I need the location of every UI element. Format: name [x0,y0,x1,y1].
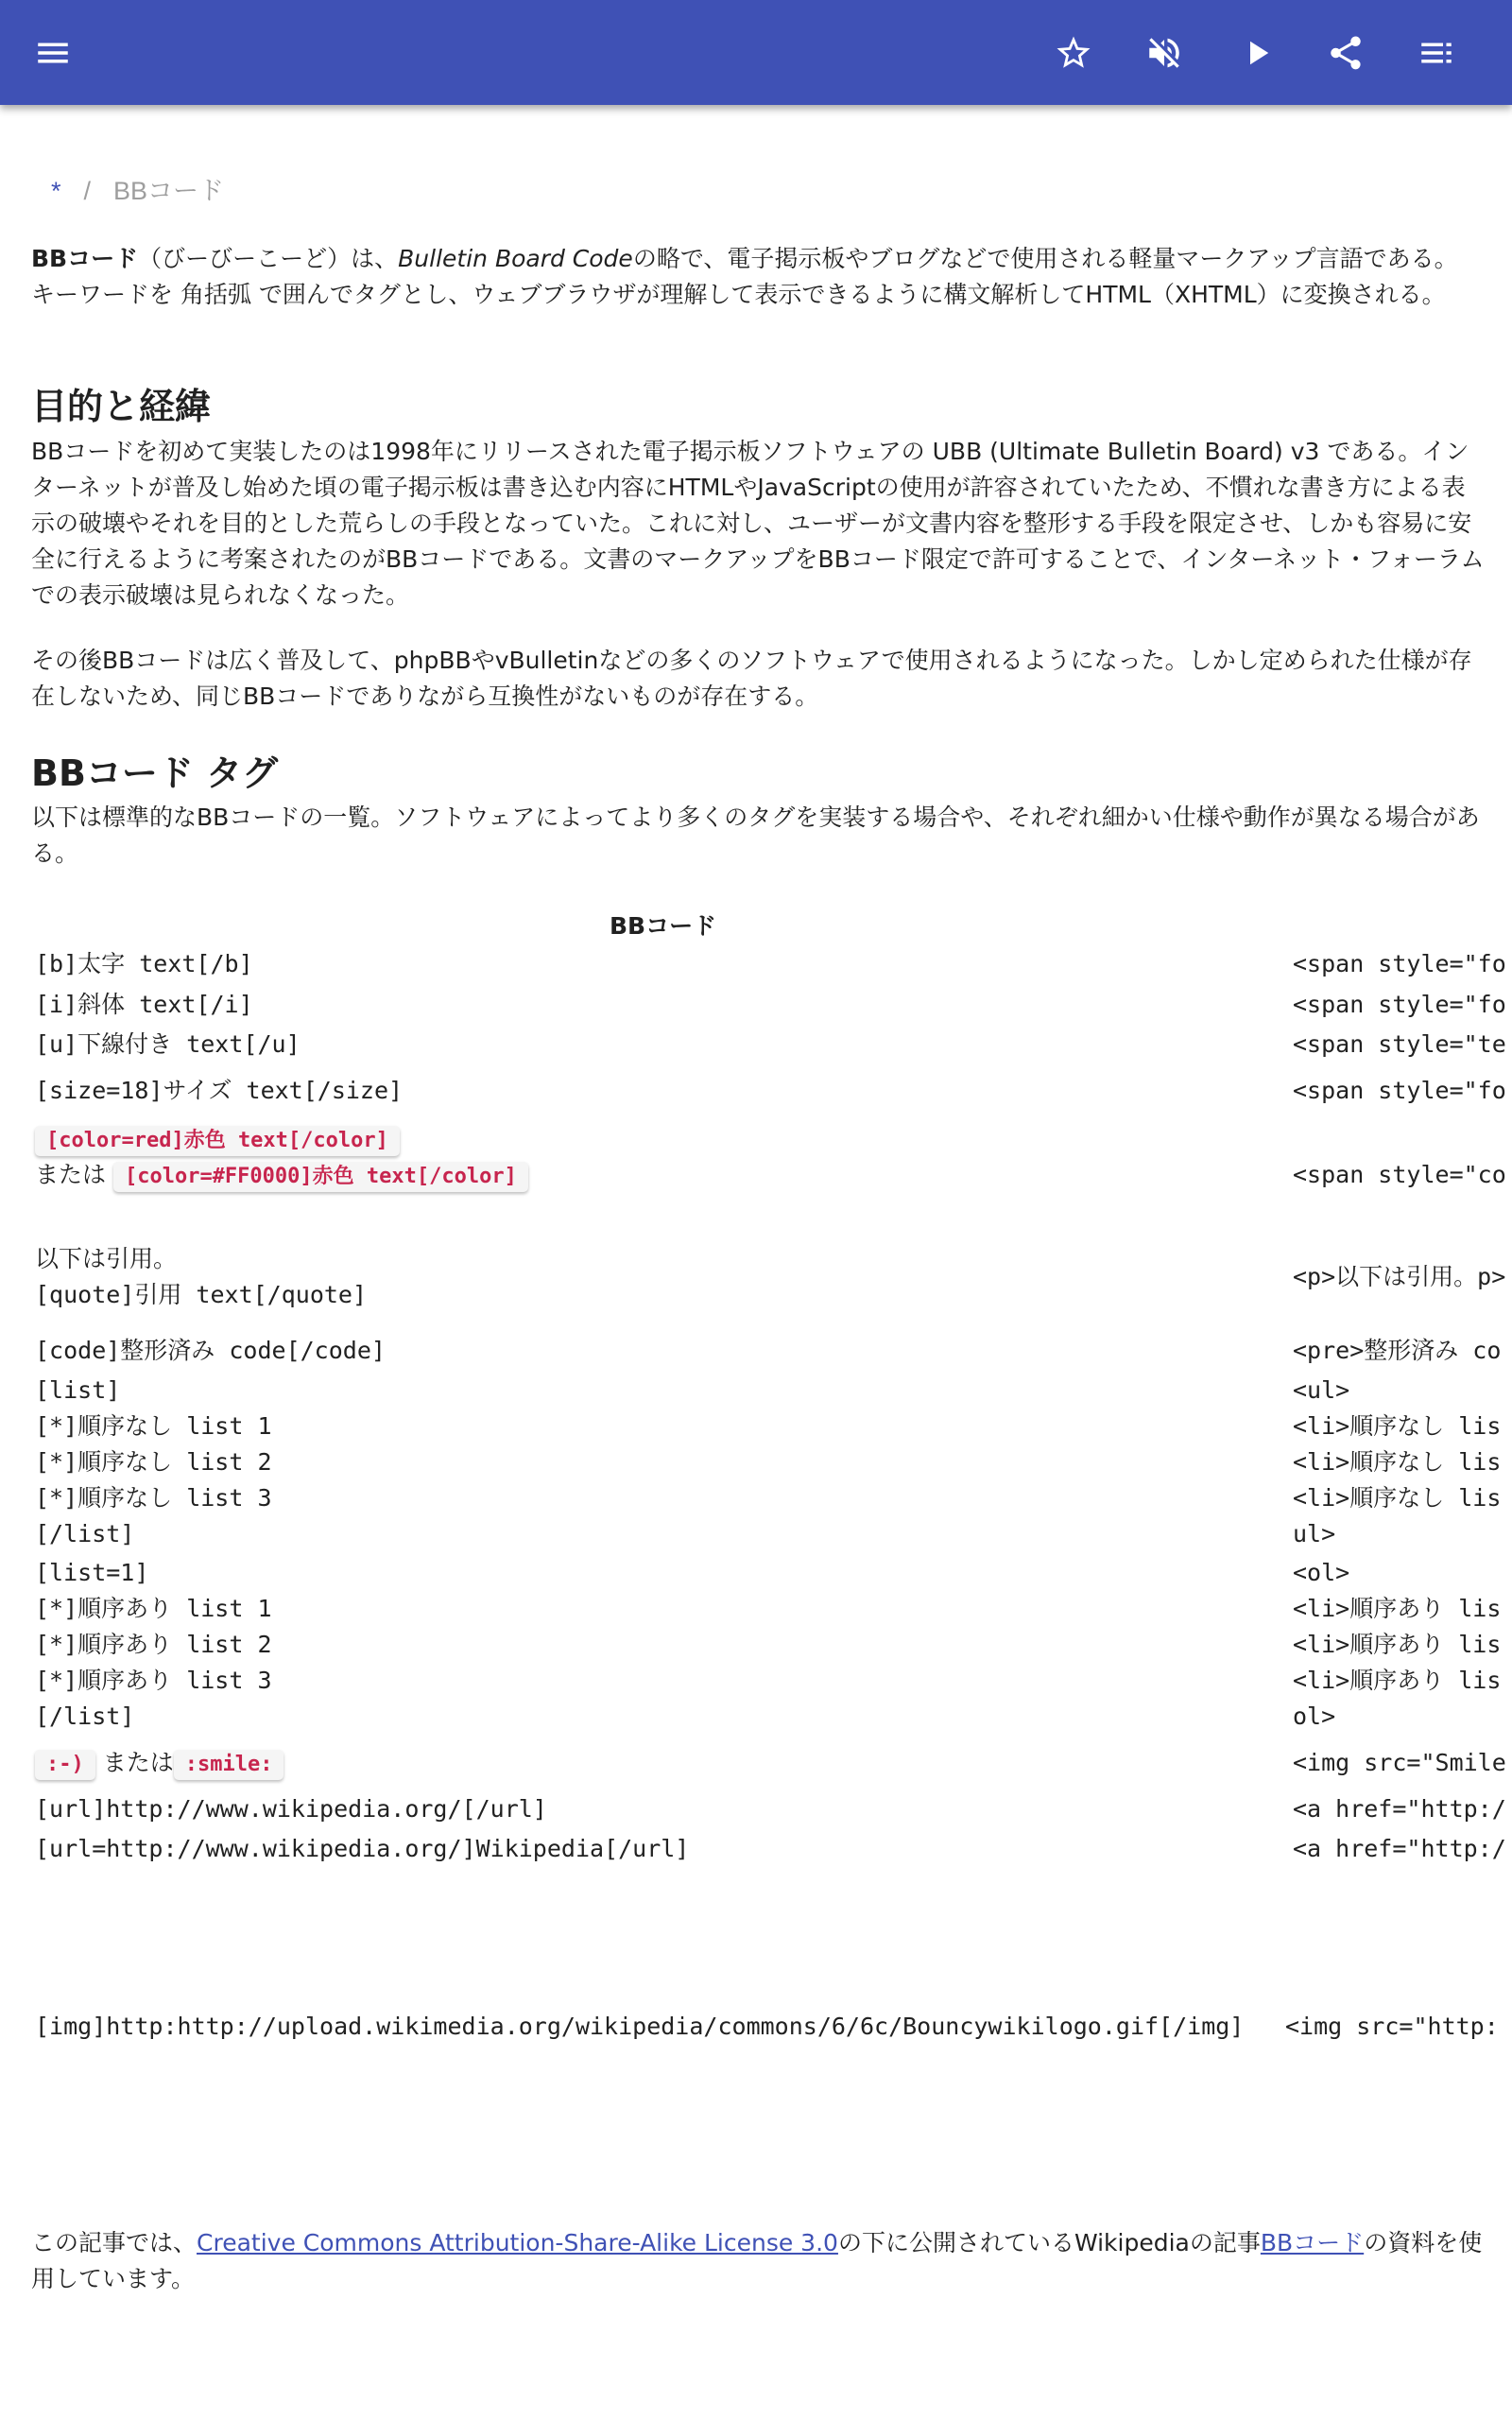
section-heading: 目的と経緯 [31,386,212,427]
history-paragraph: BBコードを初めて実装したのは1998年にリリースされた電子掲示板ソフトウェアの UBB (Ultimate Bulletin Board) v3 である。インターネットが普及し始めた頃の電子掲示板は書き込む内容にHTMLやJavaScriptの使用が許容されていたため、不慣れな書き方による表示の破壊やそれを目的とした荒らしの手段となっていた。これに対し、ユーザーが文書内容を整形する手段を限定させ、しかも容易に安全に行えるように考案されたのがBBコードである。文書のマークアップをBBコード限定で許可することで、インターネット・フォーラムでの表示破壊は見られなくなった。 [31,438,1485,609]
table-cell-html: <li>順序あり lis [1293,1631,1502,1658]
table-cell-bbcode [35,1241,367,1313]
table-cell-bbcode: [list] [35,1376,121,1404]
license-footer [31,2225,1486,2297]
table-cell-bbcode: [*]順序なし list 2 [35,1448,272,1476]
code-chip: [color=red]赤色 text[/color] [35,1126,400,1156]
table-cell-html: <span style="fo [1293,950,1506,977]
app-bar [0,0,1512,105]
table-cell-html: ul> [1293,1520,1336,1547]
code-chip: :-) [35,1750,95,1780]
intro-text: の略で、電子掲示板やブログなどで使用される軽量マークアップ言語である。 キーワードを 角括弧 で囲んでタグとし、ウェブブラウザが理解して表示できるように構文解析してHTML（XHTML）に変換される。 [31,245,1458,308]
table-cell-html: <span style="fo [1293,991,1506,1018]
table-cell-html: <li>順序あり lis [1293,1667,1502,1694]
intro-italic: Bulletin Board Code [398,245,633,272]
table-cell-html: <img src="Smile [1293,1749,1506,1776]
share-icon[interactable] [1321,28,1370,78]
table-cell-bbcode: [*]順序あり list 3 [35,1667,272,1694]
footer-text: の下に公開されているWikipediaの記事 [837,2229,1261,2256]
table-cell-html: <span style="co [1293,1161,1506,1188]
table-cell-bbcode: [img]http:http://upload.wikimedia.org/wikipedia/commons/6/6c/Bouncywikilogo.gif[/img] [35,2013,1245,2040]
intro-term: BBコード [31,245,139,272]
section-heading: BBコード タグ [31,752,279,794]
license-link[interactable]: Creative Commons Attribution-Share-Alike License 3.0 [197,2229,838,2256]
table-cell-bbcode: [/list] [35,1703,135,1730]
table-cell-html: <pre>整形済み co [1293,1337,1502,1364]
table-cell-html: <span style="fo [1293,1077,1506,1104]
volume-off-icon[interactable] [1140,28,1189,78]
breadcrumb [51,170,224,207]
table-cell-bbcode: [*]順序なし list 3 [35,1484,272,1512]
playlist-icon[interactable] [1412,28,1461,78]
table-cell-bbcode: [u]下線付き text[/u] [35,1030,301,1058]
menu-icon[interactable] [28,28,77,78]
intro-text: （びーびーこーど）は、 [138,245,399,272]
code-chip: [color=#FF0000]赤色 text[/color] [113,1162,528,1192]
table-cell-bbcode: [*]順序あり list 1 [35,1595,272,1622]
table-cell-bbcode: [b]太字 text[/b] [35,950,253,977]
table-cell-bbcode: [*]順序なし list 1 [35,1412,272,1440]
quote-intro: 以下は引用。 [35,1245,178,1272]
table-cell-html: <img src="http: [1285,2013,1499,2040]
tags-intro-paragraph: 以下は標準的なBBコードの一覧。ソフトウェアによってより多くのタグを実装する場合や、それぞれ細かい仕様や動作が異なる場合がある。 [31,804,1480,867]
table-cell-bbcode [35,1745,284,1781]
table-cell-bbcode: [url=http://www.wikipedia.org/]Wikipedia[/url] [35,1835,690,1862]
table-cell-html: <a href="http:/ [1293,1835,1506,1862]
breadcrumb-current: BBコード [113,177,225,205]
table-cell-html: <li>順序あり lis [1293,1595,1502,1622]
table-cell-html: <li>順序なし lis [1293,1412,1502,1440]
table-cell-html: <li>順序なし lis [1293,1448,1502,1476]
article-link[interactable]: BBコード [1260,2229,1365,2256]
table-cell-html: <li>順序なし lis [1293,1484,1502,1512]
history-paragraph-2: その後BBコードは広く普及して、phpBBやvBulletinなどの多くのソフトウェアで使用されるようになった。しかし定められた仕様が存在しないため、同じBBコードでありながら互換性がないものが存在する。 [31,647,1472,710]
table-header: BBコード [610,912,717,940]
intro-paragraph [31,241,1486,313]
star-icon[interactable] [1049,28,1098,78]
breadcrumb-home-link[interactable]: * [51,177,61,205]
table-cell-html: <a href="http:/ [1293,1795,1506,1823]
table-cell-bbcode [35,1121,528,1193]
table-cell-html: <ul> [1293,1376,1350,1404]
table-cell-bbcode: [i]斜体 text[/i] [35,991,253,1018]
play-icon[interactable] [1232,28,1281,78]
table-cell-html: <p>以下は引用。p> [1293,1263,1506,1290]
table-cell-bbcode: [*]順序あり list 2 [35,1631,272,1658]
breadcrumb-separator: / [83,177,92,205]
table-cell-html: <ol> [1293,1559,1350,1586]
or-text: または [102,1749,174,1776]
table-cell-html: <span style="te [1293,1030,1506,1058]
table-cell-html: ol> [1293,1703,1336,1730]
table-cell-bbcode: [/list] [35,1520,135,1547]
table-cell-bbcode: [size=18]サイズ text[/size] [35,1077,404,1104]
or-text: または [35,1161,107,1188]
table-cell-bbcode: [url]http://www.wikipedia.org/[/url] [35,1795,547,1823]
table-cell-bbcode: [list=1] [35,1559,149,1586]
footer-text: の資料を使用しています。 [31,2229,1483,2292]
bbcode-text: [quote]引用 text[/quote] [35,1281,368,1308]
table-cell-bbcode: [code]整形済み code[/code] [35,1337,386,1364]
code-chip: :smile: [174,1750,284,1780]
footer-text: この記事では、 [31,2229,198,2256]
